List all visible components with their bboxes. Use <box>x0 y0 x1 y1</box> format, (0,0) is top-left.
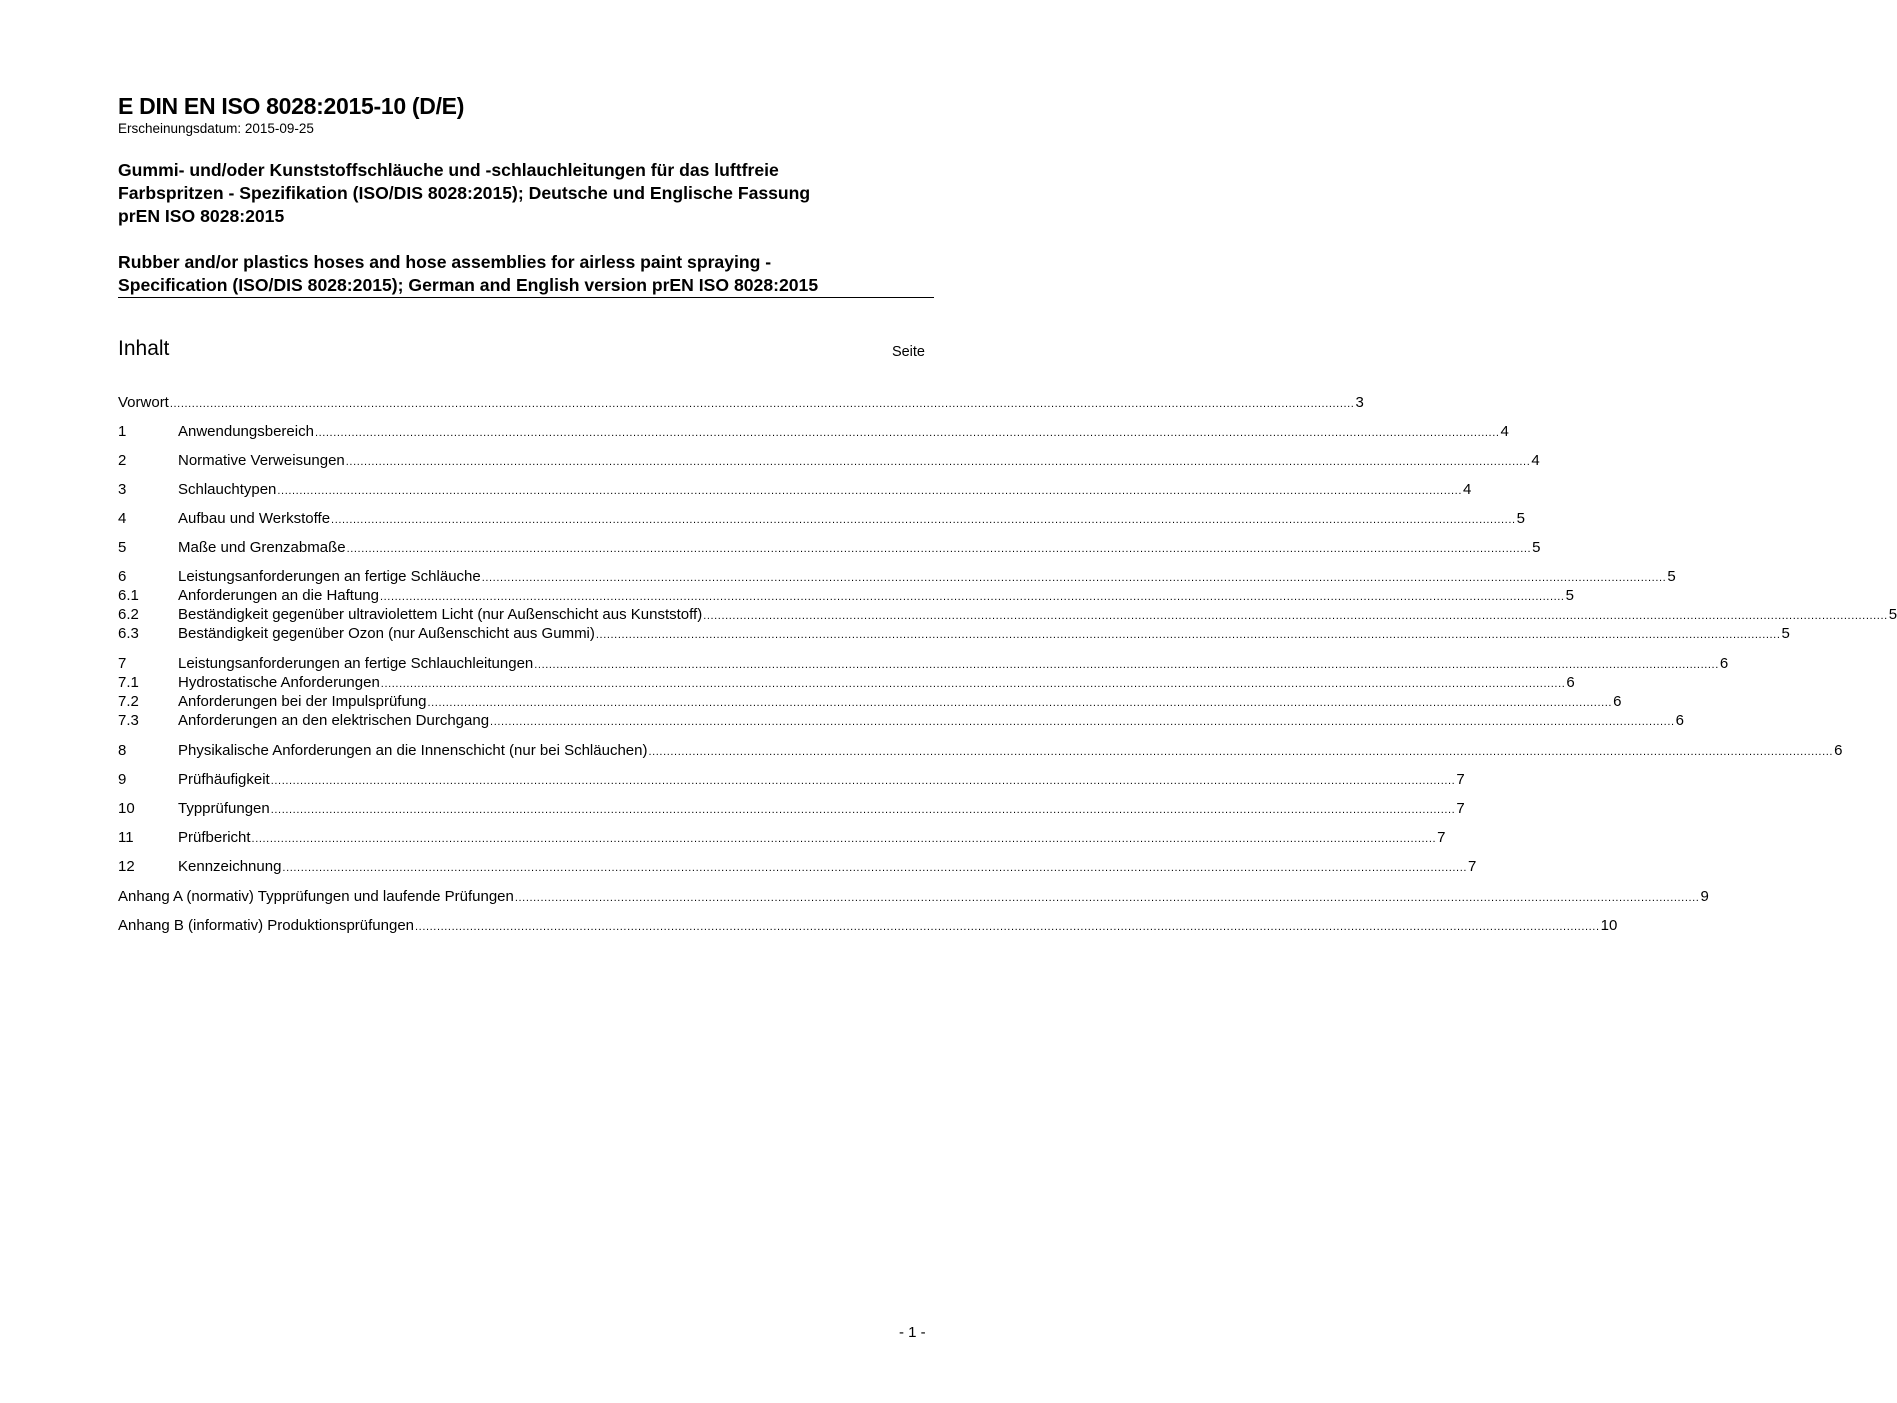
toc-entry-page: 7 <box>1456 800 1465 817</box>
toc-entry-number: 6.3 <box>118 625 139 642</box>
toc-entry-title: Maße und Grenzabmaße <box>178 539 346 556</box>
toc-entry[interactable] <box>118 451 1540 470</box>
toc-entry-title: Prüfhäufigkeit <box>178 771 270 788</box>
toc-entry-page: 4 <box>1500 423 1509 440</box>
toc-entry-page: 6 <box>1566 674 1575 691</box>
toc-entry-title: Anwendungsbereich <box>178 423 314 440</box>
toc-leader-dots <box>415 918 1600 937</box>
toc-leader-dots <box>515 889 1700 908</box>
toc-entry-page: 5 <box>1565 587 1574 604</box>
toc-entry[interactable] <box>118 828 1446 847</box>
toc-entry[interactable] <box>118 393 1364 412</box>
title-german-line: Gummi- und/oder Kunststoffschläuche und -schlauchleitungen für das luftfreie <box>118 160 779 180</box>
toc-entry-page: 5 <box>1532 539 1541 556</box>
toc-entry-page: 5 <box>1667 568 1676 585</box>
toc-entry[interactable] <box>118 538 1541 557</box>
toc-entry-number: 10 <box>118 800 135 817</box>
toc-entry-title: Anforderungen an die Haftung <box>178 587 379 604</box>
toc-entry-number: 11 <box>118 829 134 846</box>
toc-entry[interactable] <box>118 654 1729 673</box>
toc-entry-page: 5 <box>1888 606 1897 623</box>
toc-entry-number: 7.1 <box>118 674 139 691</box>
toc-entry[interactable] <box>118 857 1477 876</box>
title-english <box>118 251 938 297</box>
toc-entry[interactable] <box>118 711 1684 730</box>
toc-entry-title: Kennzeichnung <box>178 858 282 875</box>
toc-entry[interactable] <box>118 567 1676 586</box>
toc-entry-number: 6.1 <box>118 587 139 604</box>
toc-entry-page: 7 <box>1468 858 1477 875</box>
page-number: - 1 - <box>899 1324 926 1341</box>
toc-entry[interactable] <box>118 422 1509 441</box>
toc-leader-dots <box>252 830 1437 849</box>
toc-entry-number: 6.2 <box>118 606 139 623</box>
toc-entry-page: 4 <box>1463 481 1472 498</box>
toc-entry[interactable] <box>118 480 1472 499</box>
toc-leader-dots <box>490 713 1675 732</box>
title-german <box>118 159 938 228</box>
toc-entry-number: 3 <box>118 481 127 498</box>
toc-leader-dots <box>271 772 1456 791</box>
toc-entry[interactable] <box>118 799 1465 818</box>
toc-entry-title: Beständigkeit gegenüber ultraviolettem Licht (nur Außenschicht aus Kunststoff) <box>178 606 703 623</box>
toc-entry-page: 4 <box>1531 452 1540 469</box>
toc-leader-dots <box>331 511 1516 530</box>
toc-entry-page: 7 <box>1456 771 1465 788</box>
toc-entry-title: Physikalische Anforderungen an die Innenschicht (nur bei Schläuchen) <box>178 742 648 759</box>
toc-entry[interactable] <box>118 624 1790 643</box>
toc-leader-dots <box>347 540 1532 559</box>
toc-entry-title: Anforderungen an den elektrischen Durchgang <box>178 712 490 729</box>
toc-entry-title: Schlauchtypen <box>178 481 277 498</box>
toc-entry[interactable] <box>118 692 1622 711</box>
toc-entry[interactable] <box>118 741 1843 760</box>
toc-leader-dots <box>271 801 1456 820</box>
toc-entry-page: 7 <box>1437 829 1446 846</box>
title-german-line: Farbspritzen - Spezifikation (ISO/DIS 8028:2015); Deutsche und Englische Fassung <box>118 183 811 203</box>
toc-entry-page: 6 <box>1834 742 1843 759</box>
toc-entry-page: 10 <box>1600 917 1618 934</box>
toc-entry-page: 6 <box>1719 655 1729 672</box>
toc-heading: Inhalt <box>118 337 170 360</box>
toc-entry-title: Beständigkeit gegenüber Ozon (nur Außenschicht aus Gummi) <box>178 625 595 642</box>
toc-entry[interactable] <box>118 673 1575 692</box>
toc-entry-number: 9 <box>118 771 127 788</box>
title-divider <box>118 297 934 298</box>
title-english-line: Specification (ISO/DIS 8028:2015); German and English version prEN ISO 8028:2015 <box>118 275 819 295</box>
toc-entry-page: 9 <box>1700 888 1709 905</box>
toc-entry[interactable] <box>118 605 1897 624</box>
toc-entry-title: Vorwort <box>118 394 169 411</box>
toc-entry[interactable] <box>118 586 1574 605</box>
toc-entry[interactable] <box>118 887 1709 906</box>
toc-leader-dots <box>282 859 1467 878</box>
toc-entry-page: 5 <box>1781 625 1790 642</box>
toc-entry-number: 7.3 <box>118 712 139 729</box>
toc-entry-title: Anhang A (normativ) Typprüfungen und laufende Prüfungen <box>118 888 514 905</box>
toc-leader-dots <box>315 424 1500 443</box>
document-number: E DIN EN ISO 8028:2015-10 (D/E) <box>118 93 465 119</box>
toc-leader-dots <box>170 395 1355 414</box>
toc-leader-dots <box>648 743 1833 762</box>
toc-entry-title: Leistungsanforderungen an fertige Schläuche <box>178 568 481 585</box>
toc-entry-number: 2 <box>118 452 127 469</box>
toc-entry-number: 8 <box>118 742 127 759</box>
publication-date: Erscheinungsdatum: 2015-09-25 <box>118 121 314 136</box>
toc-leader-dots <box>596 626 1781 645</box>
toc-leader-dots <box>277 482 1462 501</box>
toc-entry-title: Leistungsanforderungen an fertige Schlauchleitungen <box>178 655 534 672</box>
toc-entry[interactable] <box>118 916 1618 935</box>
toc-entry-title: Anforderungen bei der Impulsprüfung <box>178 693 427 710</box>
toc-entry[interactable] <box>118 770 1465 789</box>
toc-entry-number: 7 <box>118 655 127 672</box>
toc-entry-title: Prüfbericht <box>178 829 251 846</box>
toc-entry-title: Normative Verweisungen <box>178 452 345 469</box>
toc-entry-number: 5 <box>118 539 127 556</box>
toc-entry-page: 6 <box>1675 712 1684 729</box>
title-german-line: prEN ISO 8028:2015 <box>118 206 285 226</box>
toc-page-column-label: Seite <box>891 344 925 360</box>
toc-entry-title: Typprüfungen <box>178 800 270 817</box>
toc-entry-number: 4 <box>118 510 127 527</box>
toc-leader-dots <box>346 453 1531 472</box>
toc-entry-number: 12 <box>118 858 135 875</box>
toc-entry[interactable] <box>118 509 1525 528</box>
toc-entry-number: 7.2 <box>118 693 139 710</box>
toc-entry-number: 6 <box>118 568 127 585</box>
title-english-line: Rubber and/or plastics hoses and hose assemblies for airless paint spraying - <box>118 252 772 272</box>
toc-entry-page: 6 <box>1613 693 1622 710</box>
toc-entry-title: Hydrostatische Anforderungen <box>178 674 380 691</box>
toc-entry-title: Anhang B (informativ) Produktionsprüfungen <box>118 917 415 934</box>
toc-entry-title: Aufbau und Werkstoffe <box>178 510 331 527</box>
toc-entry-page: 5 <box>1516 510 1525 527</box>
toc-entry-page: 3 <box>1355 394 1364 411</box>
toc-entry-number: 1 <box>118 423 127 440</box>
